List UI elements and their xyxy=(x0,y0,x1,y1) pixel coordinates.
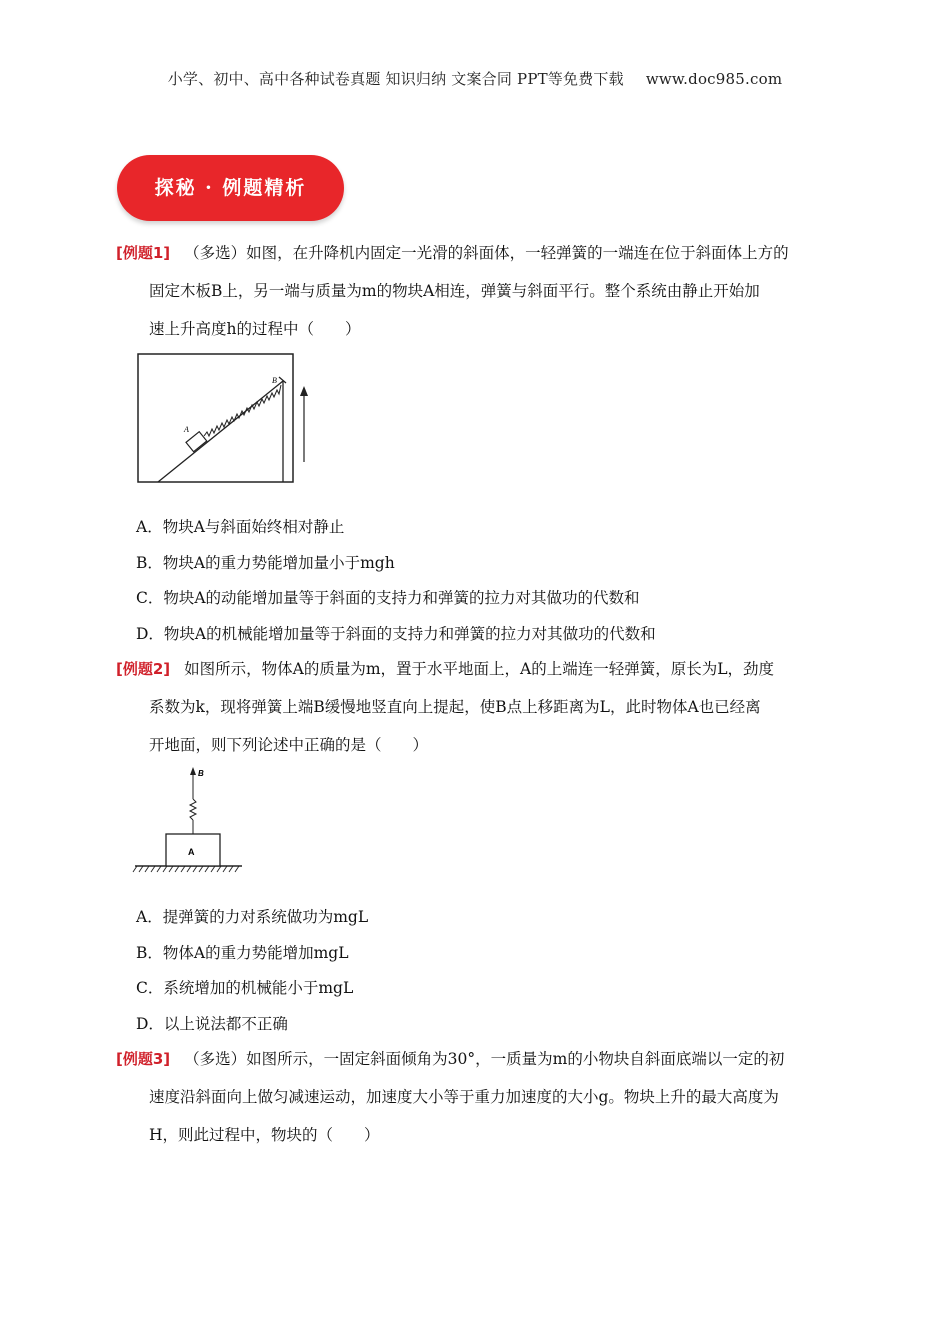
question-2-line-3: 开地面，则下列论述中正确的是（ ） xyxy=(149,736,429,754)
banner-label: 探秘 · 例题精析 xyxy=(154,177,307,199)
figure-1-label-b: B xyxy=(272,376,277,385)
figure-2-label-b: B xyxy=(198,769,204,778)
question-2-tag: [例题2] xyxy=(116,660,171,678)
header-text: 小学、初中、高中各种试卷真题 知识归纳 文案合同 PPT等免费下载 xyxy=(167,70,624,88)
question-2-option-c: C．系统增加的机械能小于mgL xyxy=(136,979,354,997)
question-1-line-3: 速上升高度h的过程中（ ） xyxy=(149,320,361,338)
question-1-tag: [例题1] xyxy=(116,244,171,262)
question-1-option-b: B．物块A的重力势能增加量小于mgh xyxy=(136,554,395,572)
header-site: www.doc985.com xyxy=(645,70,783,88)
question-3-line-3: H，则此过程中，物块的（ ） xyxy=(149,1126,380,1144)
question-1-line-1: [例题1] （多选）如图，在升降机内固定一光滑的斜面体，一轻弹簧的一端连在位于斜面体上方的 xyxy=(116,244,789,262)
question-2-figure xyxy=(130,762,250,880)
question-1-figure xyxy=(136,352,316,487)
page-header xyxy=(0,68,950,89)
question-2-option-d: D．以上说法都不正确 xyxy=(136,1015,288,1033)
section-banner xyxy=(117,155,344,221)
figure-2-label-a: A xyxy=(188,847,195,857)
figure-1-label-a: A xyxy=(184,425,189,434)
question-1-option-c: C．物块A的动能增加量等于斜面的支持力和弹簧的拉力对其做功的代数和 xyxy=(136,589,640,607)
question-1-option-a: A．物块A与斜面始终相对静止 xyxy=(136,518,345,536)
question-2-line-2: 系数为k，现将弹簧上端B缓慢地竖直向上提起，使B点上移距离为L，此时物体A也已经离 xyxy=(149,698,761,716)
question-2-option-a: A．提弹簧的力对系统做功为mgL xyxy=(136,908,369,926)
question-2-line-1: [例题2] 如图所示，物体A的质量为m，置于水平地面上，A的上端连一轻弹簧，原长为L，劲度 xyxy=(116,660,775,678)
question-1-option-d: D．物块A的机械能增加量等于斜面的支持力和弹簧的拉力对其做功的代数和 xyxy=(136,625,656,643)
question-3-line-2: 速度沿斜面向上做匀减速运动，加速度大小等于重力加速度的大小g。物块上升的最大高度为 xyxy=(149,1088,779,1106)
question-3-tag: [例题3] xyxy=(116,1050,171,1068)
question-3-line-1: [例题3] （多选）如图所示，一固定斜面倾角为30°，一质量为m的小物块自斜面底端以一定的初 xyxy=(116,1050,785,1068)
question-1-line-2: 固定木板B上，另一端与质量为m的物块A相连，弹簧与斜面平行。整个系统由静止开始加 xyxy=(149,282,760,300)
question-2-option-b: B．物体A的重力势能增加mgL xyxy=(136,944,349,962)
